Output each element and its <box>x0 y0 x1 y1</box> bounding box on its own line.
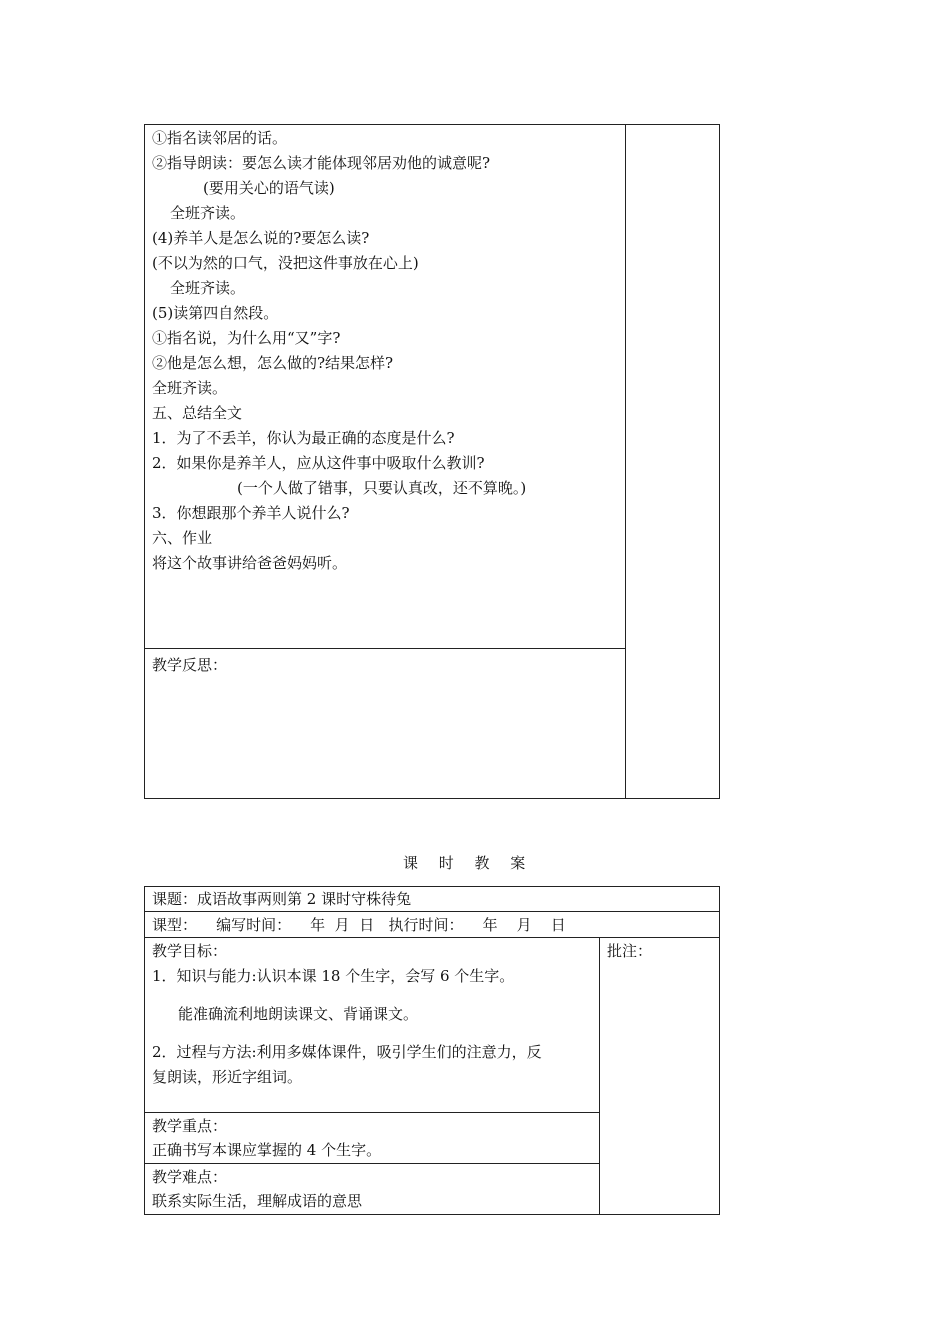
key-points-text: 正确书写本课应掌握的 4 个生字。 <box>152 1141 382 1159</box>
table2-row-divider <box>144 1163 599 1164</box>
text-line: (要用关心的语气读) <box>203 179 335 197</box>
lesson-topic: 课题：成语故事两则第 2 课时守株待兔 <box>152 890 412 908</box>
text-line: 全班齐读。 <box>170 279 246 297</box>
table2-row-divider <box>144 1112 599 1113</box>
table1-column-divider <box>625 124 626 798</box>
difficulty-label: 教学难点： <box>152 1168 228 1186</box>
text-line: 2．如果你是养羊人，应从这件事中吸取什么教训? <box>152 454 485 472</box>
goal-item: 能准确流利地朗读课文、背诵课文。 <box>178 1005 419 1023</box>
text-line: (5)读第四自然段。 <box>152 304 279 322</box>
table2-column-divider <box>599 937 600 1214</box>
table2-row-divider <box>144 937 719 938</box>
goal-item: 2．过程与方法:利用多媒体课件，吸引学生们的注意力，反 <box>152 1043 542 1061</box>
page-title: 课 时 教 案 <box>403 854 534 872</box>
section-heading: 五、总结全文 <box>152 404 243 422</box>
reflection-label: 教学反思： <box>152 656 228 674</box>
text-line: 3．你想跟那个养羊人说什么? <box>152 504 350 522</box>
text-line: ②他是怎么想，怎么做的?结果怎样? <box>152 354 394 372</box>
table1-row-divider <box>144 648 625 649</box>
text-line: ①指名读邻居的话。 <box>152 129 288 147</box>
text-line: 将这个故事讲给爸爸妈妈听。 <box>152 554 348 572</box>
goal-item: 复朗读，形近字组词。 <box>152 1068 303 1086</box>
text-line: ①指名说，为什么用“又”字? <box>152 329 341 347</box>
section-heading: 六、作业 <box>152 529 213 547</box>
table2-row-divider <box>144 911 719 912</box>
text-line: (4)养羊人是怎么说的?要怎么读? <box>152 229 370 247</box>
lesson-type-row: 课型： 编写时间： 年 月 日 执行时间： 年 月 日 <box>152 916 566 934</box>
text-line: 全班齐读。 <box>152 379 228 397</box>
text-line: 全班齐读。 <box>170 204 246 222</box>
goals-label: 教学目标： <box>152 942 228 960</box>
difficulty-text: 联系实际生活，理解成语的意思 <box>152 1192 363 1210</box>
text-line: (不以为然的口气，没把这件事放在心上) <box>152 254 419 272</box>
text-line: 1．为了不丢羊，你认为最正确的态度是什么? <box>152 429 455 447</box>
notes-label: 批注： <box>607 942 653 960</box>
text-line: ②指导朗读：要怎么读才能体现邻居劝他的诚意呢? <box>152 154 491 172</box>
goal-item: 1．知识与能力:认识本课 18 个生字，会写 6 个生字。 <box>152 967 515 985</box>
text-line: (一个人做了错事，只要认真改，还不算晚。) <box>237 479 527 497</box>
key-points-label: 教学重点： <box>152 1117 228 1135</box>
